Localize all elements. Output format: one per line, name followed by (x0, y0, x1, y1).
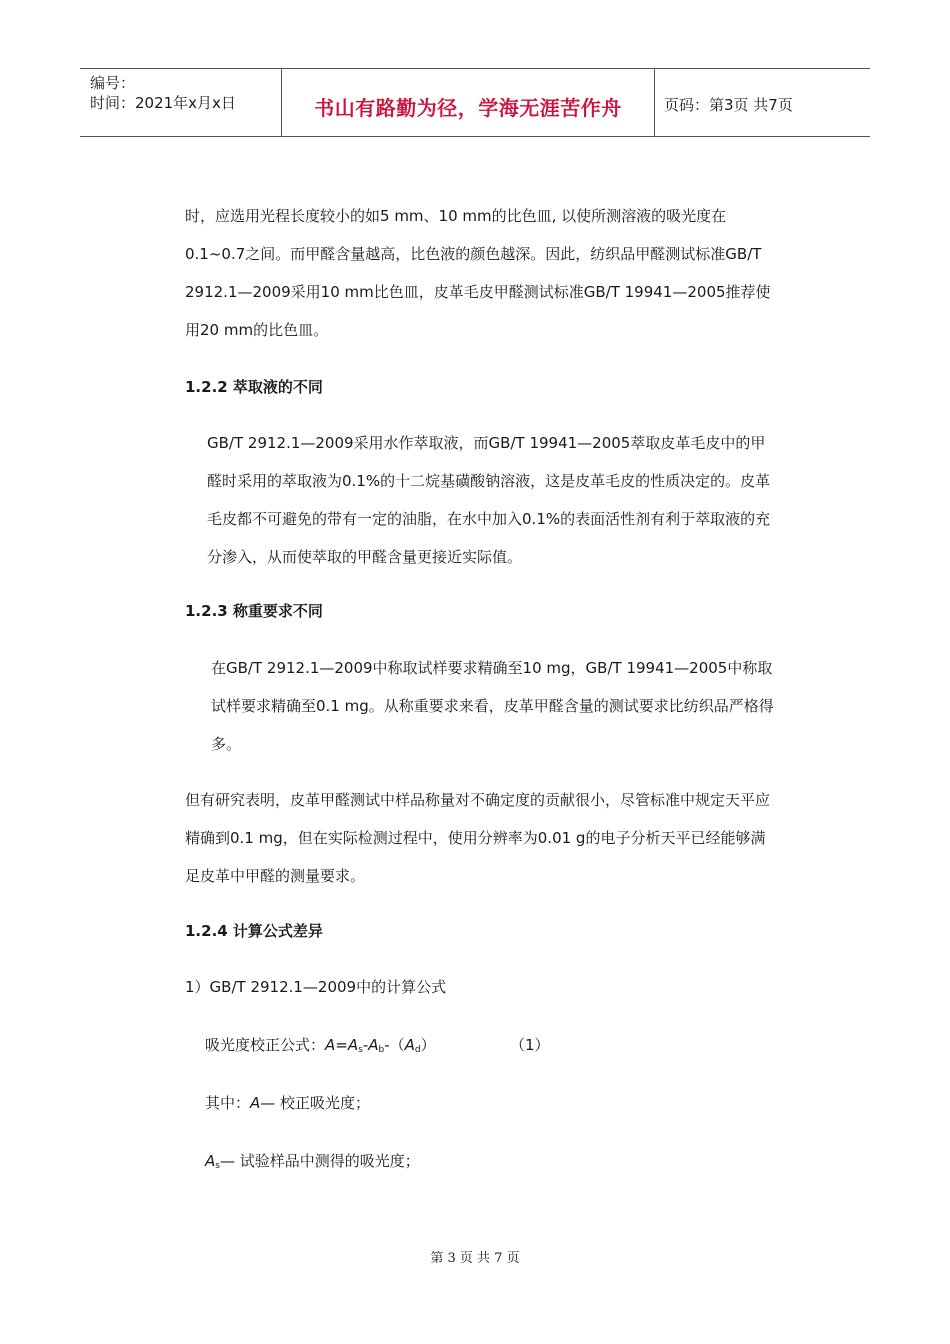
var-A: A (325, 1036, 336, 1054)
paragraph: 时，应选用光程长度较小的如5 mm、10 mm的比色皿, 以使所测溶液的吸光度在0.1~0.7之间。而甲醛含量越高，比色液的颜色越深。因此，纺织品甲醛测试标准GB/T 2912.1—2009采用10 mm比色皿，皮革毛皮甲醛测试标准GB/T 19941—2005推荐使用20 mm的比色皿。 (185, 207, 771, 339)
absorbance-formula (205, 1034, 795, 1055)
paragraph: 在GB/T 2912.1—2009中称取试样要求精确至10 mg，GB/T 19941—2005中称取试样要求精确至0.1 mg。从称重要求来看，皮革甲醛含量的测试要求比纺织品严格得多。 (211, 659, 774, 753)
definition-text: — 校正吸光度； (260, 1094, 371, 1112)
formula-number: （1） (510, 1036, 550, 1054)
section-heading: 1.2.3 称重要求不同 (185, 602, 323, 620)
close-paren: ） (420, 1036, 436, 1054)
where-A-definition (205, 1092, 795, 1113)
section-heading-1-2-3 (185, 601, 775, 621)
section-heading: 1.2.2 萃取液的不同 (185, 378, 323, 396)
header-motto: 书山有路勤为径，学海无涯苦作舟 (314, 96, 622, 120)
header-table (80, 68, 870, 137)
section-continuation (185, 197, 775, 349)
sub-s: s (215, 1161, 220, 1171)
date-label: 时间：2021年x月x日 (90, 94, 236, 112)
section-heading-1-2-2 (185, 377, 775, 397)
section-heading: 1.2.4 计算公式差异 (185, 922, 323, 940)
sub-d: d (414, 1045, 421, 1055)
var-Ad: A (404, 1036, 415, 1054)
paragraph: GB/T 2912.1—2009采用水作萃取液，而GB/T 19941—2005萃取皮革毛皮中的甲醛时采用的萃取液为0.1%的十二烷基磺酸钠溶液，这是皮革毛皮的性质决定的。皮革毛皮都不可避免的带有一定的油脂，在水中加入0.1%的表面活性剂有利于萃取液的充分渗入，从而使萃取的甲醛含量更接近实际值。 (207, 434, 771, 566)
page-footer: 第 3 页 共 7 页 (430, 1251, 520, 1266)
section-extraction (185, 424, 775, 576)
header-page-info: 页码：第3页 共7页 (664, 96, 793, 114)
header-divider (654, 69, 655, 136)
var-As: A (205, 1152, 216, 1170)
minus-sign: - (362, 1036, 369, 1054)
section-heading-1-2-4 (185, 921, 775, 941)
formula-list-item (185, 977, 775, 997)
serial-number-label: 编号： (90, 74, 136, 92)
minus-paren: -（ (384, 1036, 405, 1054)
sub-b: b (378, 1045, 385, 1055)
list-item: 1）GB/T 2912.1—2009中的计算公式 (185, 978, 447, 996)
var-A: A (250, 1094, 261, 1112)
sub-s: s (358, 1045, 363, 1055)
header-meta (90, 73, 280, 113)
As-definition (205, 1150, 795, 1171)
section-weighing (185, 649, 775, 763)
formula-label: 吸光度校正公式： (205, 1036, 326, 1054)
definition-text: — 试验样品中测得的吸光度； (219, 1152, 420, 1170)
equals-sign: = (335, 1036, 348, 1054)
section-research (185, 781, 775, 895)
var-As: A (347, 1036, 359, 1054)
where-prefix: 其中： (205, 1094, 251, 1112)
paragraph: 但有研究表明，皮革甲醛测试中样品称量对不确定度的贡献很小，尽管标准中规定天平应精确到0.1 mg，但在实际检测过程中，使用分辨率为0.01 g的电子分析天平已经能够满足皮革中甲醛的测量要求。 (185, 791, 771, 885)
var-Ab: A (368, 1036, 379, 1054)
